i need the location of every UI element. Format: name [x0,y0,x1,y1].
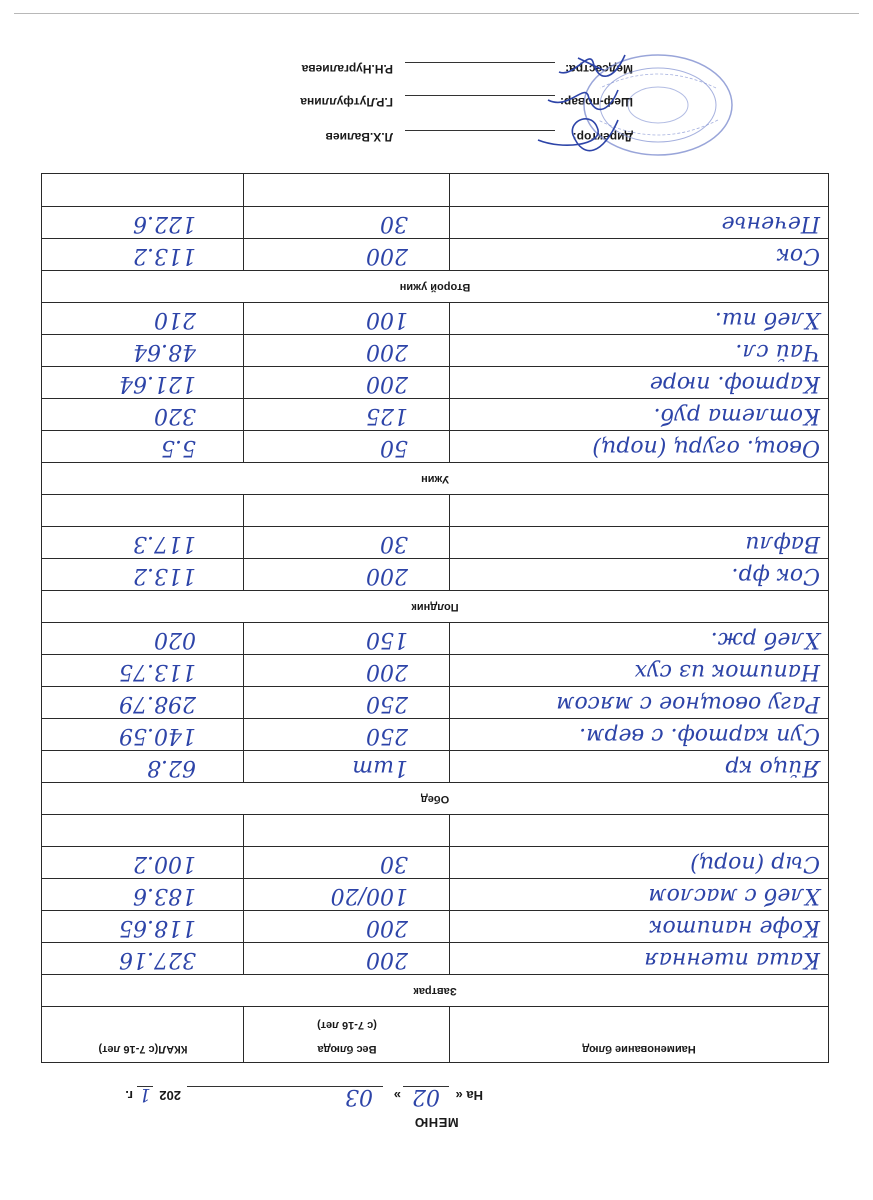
dish-kcal: 183.6 [133,883,196,908]
dish-name: Суп картоф. с верм. [579,723,820,748]
signature-name: Л.Х.Валиев [325,130,393,144]
section-title: Ужин [421,473,449,485]
table-row [42,910,828,942]
dish-weight: 150 [366,627,408,652]
table-cell [42,943,244,974]
signature-role: Шеф-повар: [559,95,633,109]
table-cell [42,847,244,878]
table-cell [243,335,450,366]
table-cell [449,207,828,238]
table-row [42,814,828,846]
dish-weight: 125 [366,403,408,428]
table-cell [243,879,450,910]
table-cell [449,687,828,718]
dish-kcal: 100.2 [133,851,196,876]
signature-role: Директор: [572,130,633,144]
section-header-row [42,270,828,302]
table-cell [243,847,450,878]
dish-kcal: 113.2 [133,563,196,588]
dish-kcal: 48.64 [133,339,196,364]
table-cell [42,719,244,750]
dish-weight: 250 [366,723,408,748]
section-title: Обед [420,793,450,805]
dish-kcal: 113.2 [133,243,196,268]
dish-kcal: 118.65 [119,915,196,940]
table-cell [243,367,450,398]
table-cell [449,431,828,462]
header-weight-sub: (с 7-16 лет) [317,1019,377,1031]
dish-name: Хлеб с маслом [648,883,820,908]
dish-weight: 200 [366,563,408,588]
date-month-field [187,1086,383,1109]
table-cell [449,335,828,366]
dish-weight: 200 [366,243,408,268]
table-row [42,846,828,878]
table-cell [42,174,244,206]
section-header-row [42,590,828,622]
dish-name: Каша пшенная [644,947,820,972]
table-cell [243,399,450,430]
dish-weight: 200 [366,339,408,364]
table-cell [449,559,828,590]
dish-kcal: 298.79 [119,691,196,716]
table-row [42,302,828,334]
header-weight: Вес блюда [317,1043,377,1055]
table-cell [449,911,828,942]
table-cell [42,879,244,910]
table-cell [449,719,828,750]
dish-kcal: 5.5 [161,435,196,460]
table-cell [449,847,828,878]
table-cell [42,207,244,238]
table-cell [243,431,450,462]
table-cell [42,495,244,526]
table-cell [243,239,450,270]
table-cell [243,174,450,206]
table-cell [42,655,244,686]
table-cell [449,303,828,334]
section-title: Полдник [411,601,459,613]
table-row [42,878,828,910]
dish-kcal: 140.59 [119,723,196,748]
date-year-prefix: 202 [159,1088,181,1103]
menu-table [41,173,829,1063]
dish-weight: 200 [366,915,408,940]
table-cell [243,815,450,846]
table-cell [42,527,244,558]
dish-weight: 1шт [352,755,408,780]
dish-name: Напиток из сух [634,659,820,684]
dish-kcal: 62.8 [147,755,196,780]
dish-kcal: 122.6 [133,211,196,236]
dish-name: Кофе напиток [649,915,820,940]
table-cell [449,815,828,846]
signature-name: Р.Н.Нургалиева [301,62,393,76]
table-cell [243,943,450,974]
date-day: 02 [412,1084,440,1109]
table-cell [243,751,450,782]
table-row [42,494,828,526]
date-year-digit: 1 [139,1084,151,1105]
dish-weight: 250 [366,691,408,716]
table-cell [449,943,828,974]
table-cell [243,911,450,942]
header-name: Наименование блюд [582,1043,696,1055]
table-cell [243,495,450,526]
table-cell [42,815,244,846]
table-cell [243,623,450,654]
section-title: Завтрак [413,985,457,997]
section-title: Второй ужин [399,281,471,293]
dish-kcal: 113.75 [119,659,196,684]
table-cell [42,559,244,590]
date-suffix: г. [125,1088,133,1103]
dish-weight: 50 [380,435,408,460]
dish-weight: 30 [380,851,408,876]
table-cell [449,239,828,270]
scan-edge-line [14,13,859,14]
dish-kcal: 320 [154,403,196,428]
table-cell [243,719,450,750]
dish-name: Печенье [721,211,820,236]
table-cell [42,687,244,718]
date-year-field [137,1086,153,1109]
date-middle: » [393,1088,401,1103]
dish-name: Чай сл. [735,339,820,364]
dish-kcal: 210 [154,307,196,332]
table-cell [449,399,828,430]
table-cell [243,687,450,718]
dish-name: Картоф. пюре [649,371,820,396]
table-row [42,686,828,718]
table-header-row [42,1006,828,1062]
dish-name: Хлеб пш. [714,307,820,332]
date-day-field [403,1086,449,1109]
table-cell [243,559,450,590]
dish-kcal: 020 [154,627,196,652]
section-header-row [42,462,828,494]
date-prefix: На « [455,1088,483,1103]
table-row [42,366,828,398]
menu-title: МЕНЮ [414,1115,459,1130]
header-cell-kcal [42,1007,244,1062]
header-cell-weight [243,1007,450,1062]
section-header-row [42,782,828,814]
dish-weight: 200 [366,371,408,396]
dish-kcal: 117.3 [133,531,196,556]
table-row [42,398,828,430]
table-cell [42,623,244,654]
table-cell [449,495,828,526]
table-row [42,718,828,750]
table-row [42,526,828,558]
table-cell [449,623,828,654]
table-row [42,238,828,270]
table-cell [449,879,828,910]
dish-weight: 100 [366,307,408,332]
signature-line [405,62,555,81]
dish-kcal: 327.16 [119,947,196,972]
table-cell [449,655,828,686]
table-cell [42,399,244,430]
table-row [42,750,828,782]
table-cell [42,911,244,942]
table-cell [42,335,244,366]
table-row [42,622,828,654]
table-cell [42,367,244,398]
signature-name: Г.Р.Лутфуллина [300,95,393,109]
dish-weight: 200 [366,947,408,972]
dish-weight: 30 [380,531,408,556]
dish-name: Сок [776,243,820,268]
dish-weight: 100/20 [330,883,408,908]
dish-weight: 30 [380,211,408,236]
table-row [42,206,828,238]
dish-name: Сыр (порц) [690,851,820,876]
signature-role: Медсестра: [565,62,633,76]
table-row [42,558,828,590]
table-cell [449,751,828,782]
dish-name: Яйцо кр [725,755,820,780]
table-cell [243,207,450,238]
dish-name: Хлеб рж. [710,627,820,652]
dish-name: Вафли [745,531,820,556]
table-row [42,942,828,974]
dish-weight: 200 [366,659,408,684]
table-cell [449,174,828,206]
table-cell [243,303,450,334]
table-cell [243,655,450,686]
menu-date [73,1076,493,1110]
table-cell [449,367,828,398]
dish-name: Овощ. огурц (порц) [592,435,820,460]
section-header-row [42,974,828,1006]
table-row [42,430,828,462]
nurse-signature-icon [553,45,633,90]
table-row [42,654,828,686]
table-cell [449,527,828,558]
table-cell [42,431,244,462]
table-cell [42,751,244,782]
table-cell [42,303,244,334]
dish-name: Котлета руб. [653,403,820,428]
header-kcal: ККАЛ(с 7-16 лет) [98,1043,188,1055]
date-month: 03 [345,1084,373,1109]
table-row [42,334,828,366]
dish-name: Сок фр. [731,563,820,588]
dish-name: Рагу овощное с мясом [556,691,820,716]
table-row [42,174,828,206]
table-body [42,174,828,1006]
table-cell [243,527,450,558]
dish-kcal: 121.64 [119,371,196,396]
table-cell [42,239,244,270]
header-cell-name [449,1007,828,1062]
